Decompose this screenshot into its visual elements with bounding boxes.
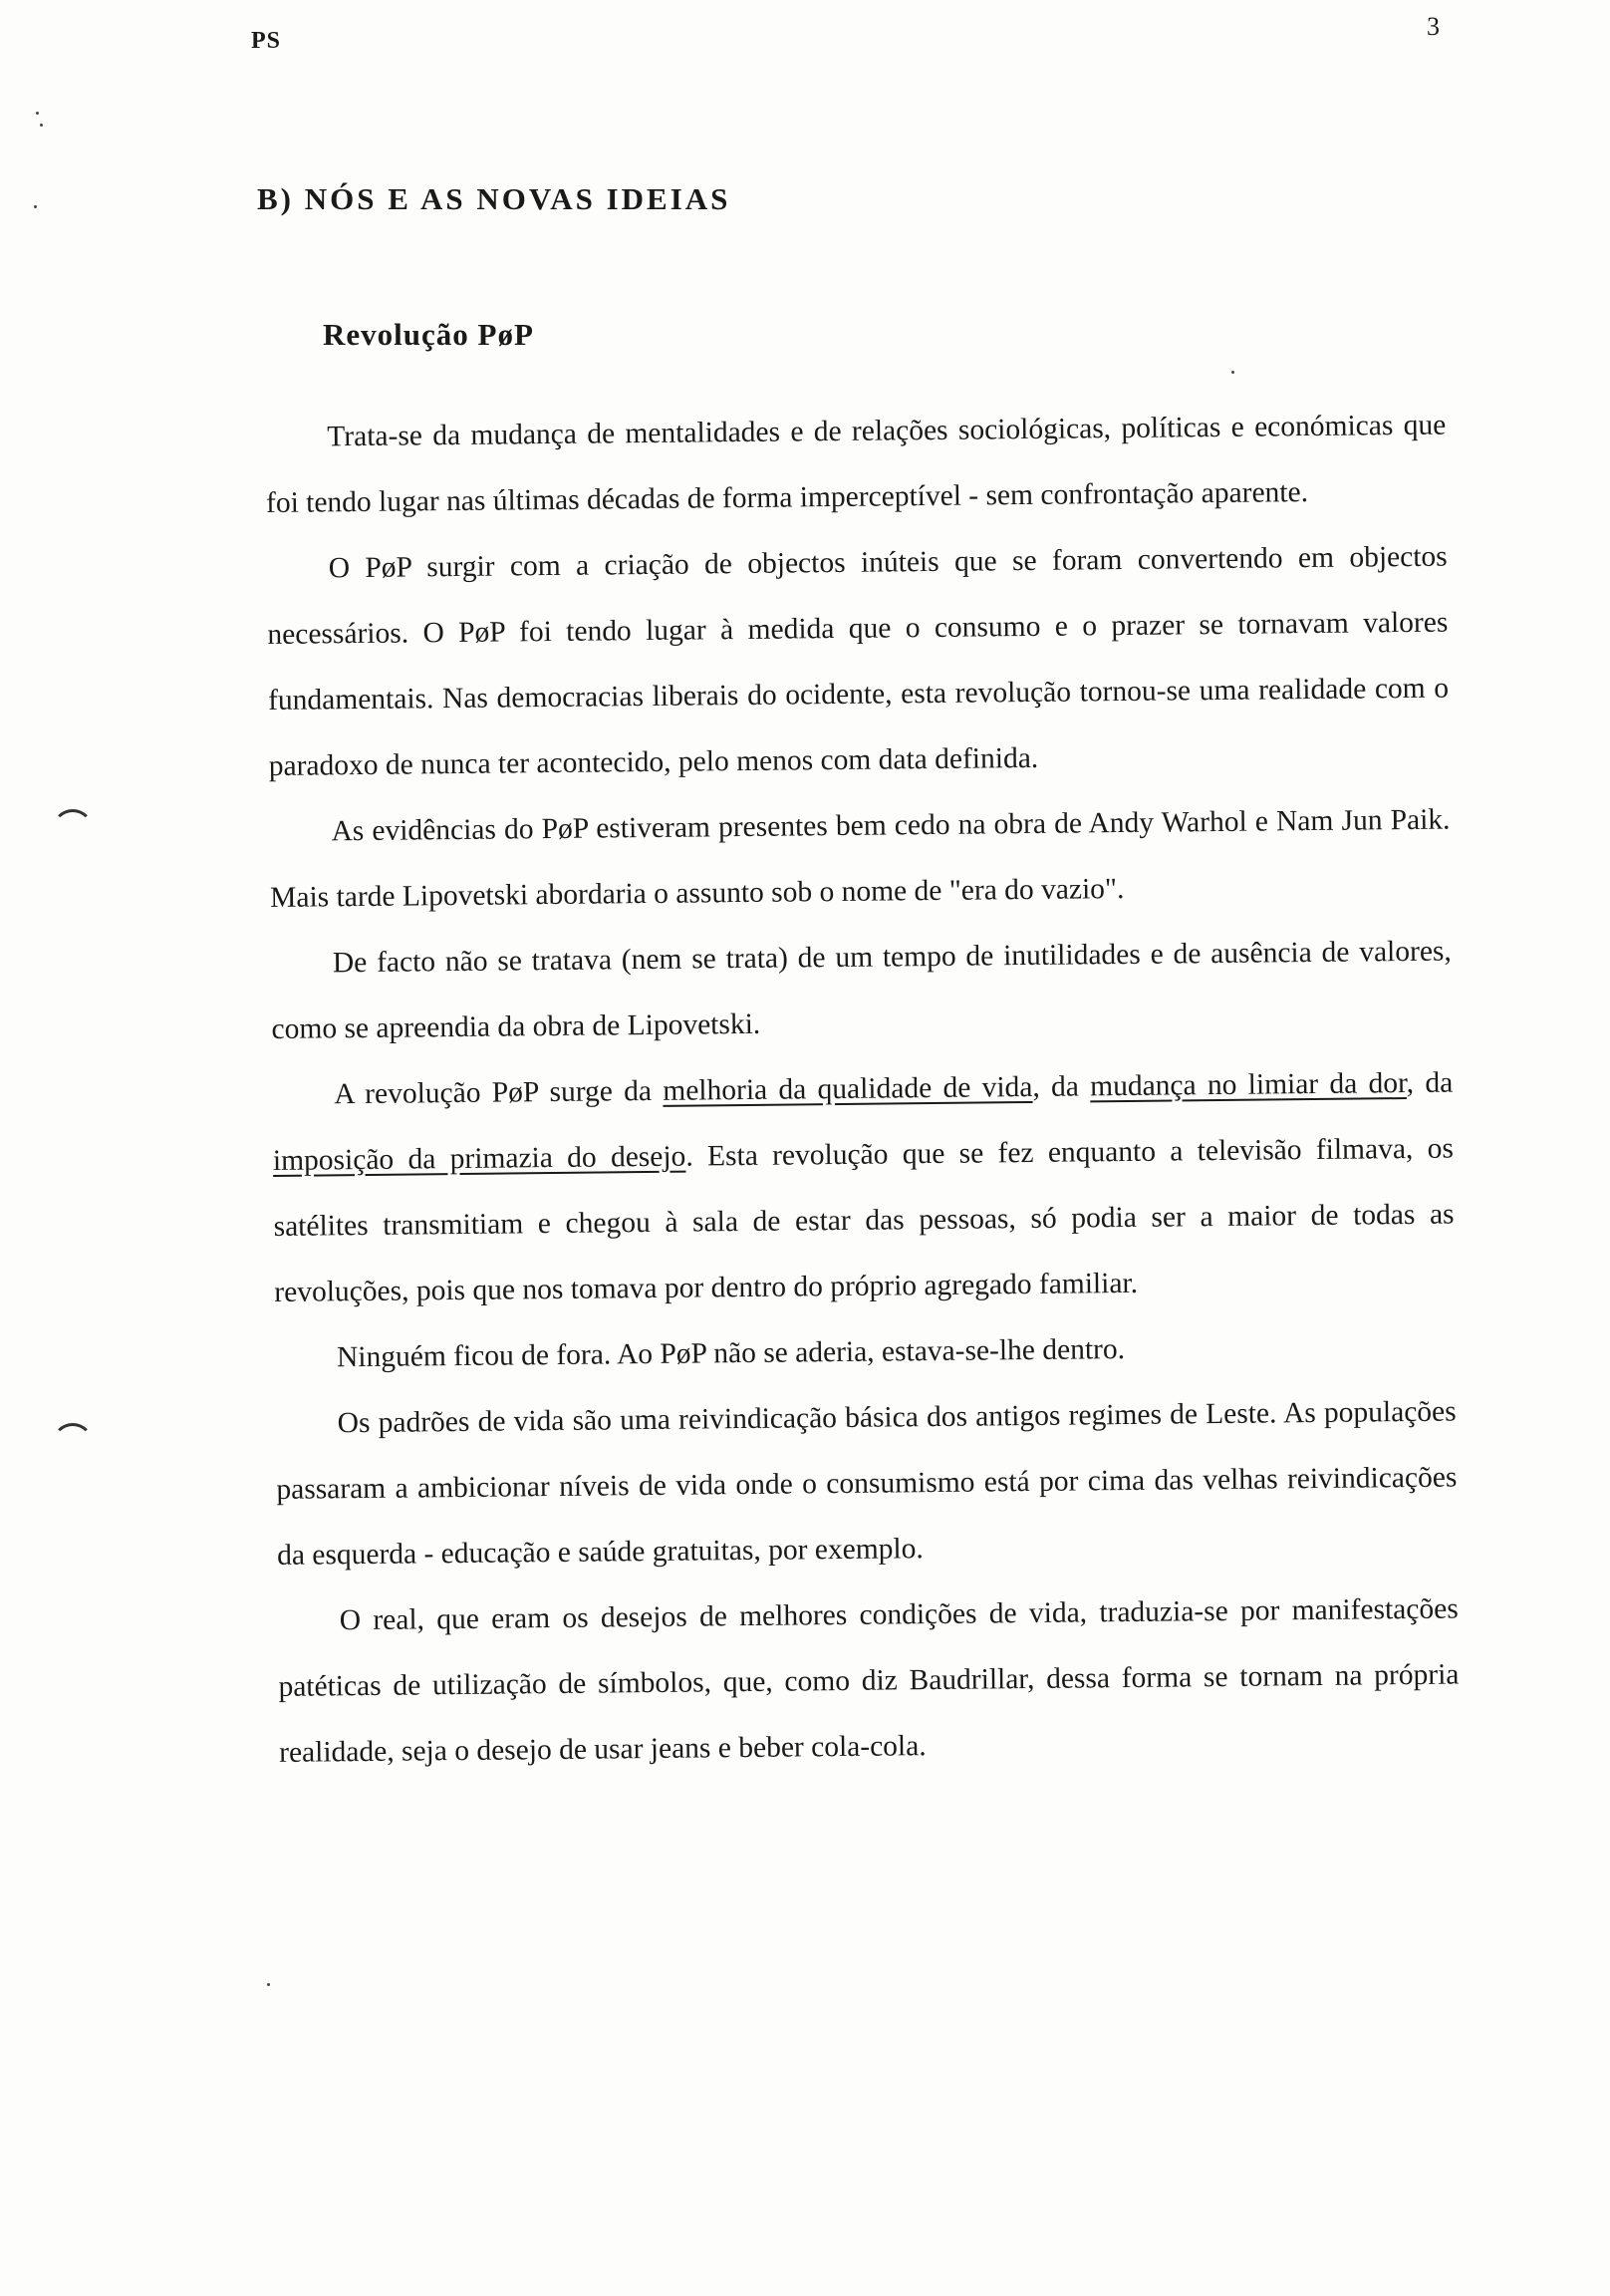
scan-speck — [34, 205, 37, 208]
paragraph: O PøP surgir com a criação de objectos inúteis que se foram convertendo em objectos necessários. O PøP foi tendo lugar à medida que o consumo e o prazer se tornavam valores fundamentais. Nas democracias liberais do ocidente, esta revolução tornou-se uma realidade com o paradoxo de nunca ter acontecido, pelo menos com data definida. — [267, 540, 1450, 782]
paragraph-with-underlines — [272, 1050, 1456, 1325]
subsection-title: Revolução PøP — [323, 317, 534, 352]
underlined-phrase: mudança no limiar da dor — [1090, 1067, 1407, 1103]
paragraph: Ninguém ficou de fora. Ao PøP não se aderia, estava-se-lhe dentro. — [336, 1333, 1126, 1374]
text-run: A revolução PøP surge da — [334, 1074, 664, 1111]
scan-speck — [40, 124, 43, 127]
body-text — [265, 393, 1460, 1786]
underlined-phrase: imposição da primazia do desejo — [272, 1140, 686, 1177]
binder-hole-mark — [52, 809, 94, 851]
binder-hole-mark — [52, 1423, 94, 1465]
paragraph: De facto não se tratava (nem se trata) de um tempo de inutilidades e de ausência de valores, como se apreendia da obra de Lipovetski. — [271, 935, 1452, 1045]
underlined-phrase: melhoria da qualidade de vida — [663, 1070, 1033, 1107]
text-run: . Esta revolução que se fez enquanto a televisão filmava, os satélites transmitiam e chegou à sala de estar das pessoas, só podia ser a maior de todas as revoluções, pois que nos tomava por dentro do próprio agregado familiar. — [273, 1132, 1455, 1308]
section-title: B) NÓS E AS NOVAS IDEIAS — [257, 181, 731, 216]
paragraph: O real, que eram os desejos de melhores condições de vida, traduzia-se por manifestações patéticas de utilização de símbolos, que, como diz Baudrillar, dessa forma se tornam na própria realidade, seja o desejo de usar jeans e beber cola-cola. — [278, 1592, 1460, 1769]
paragraph: Trata-se da mudança de mentalidades e de relações sociológicas, políticas e económicas que foi tendo lugar nas últimas décadas de forma imperceptível - sem confrontação aparente. — [265, 409, 1447, 519]
paragraph: As evidências do PøP estiveram presentes bem cedo na obra de Andy Warhol e Nam Jun Paik. Mais tarde Lipovetski abordaria o assunto sob o nome de "era do vazio". — [270, 803, 1451, 914]
text-run: , da — [1406, 1066, 1454, 1100]
paragraph: Os padrões de vida são uma reivindicação básica dos antigos regimes de Leste. As populações passaram a ambicionar níveis de vida onde o consumismo está por cima das velhas reivindicações da esquerda - educação e saúde gratuitas, por exemplo. — [276, 1395, 1458, 1572]
header-initials: PS — [251, 28, 282, 54]
text-run: , da — [1032, 1070, 1091, 1103]
scan-speck — [267, 1983, 270, 1986]
page-number: 3 — [1427, 12, 1440, 41]
scan-speck — [1231, 371, 1234, 374]
scan-speck — [36, 112, 39, 115]
